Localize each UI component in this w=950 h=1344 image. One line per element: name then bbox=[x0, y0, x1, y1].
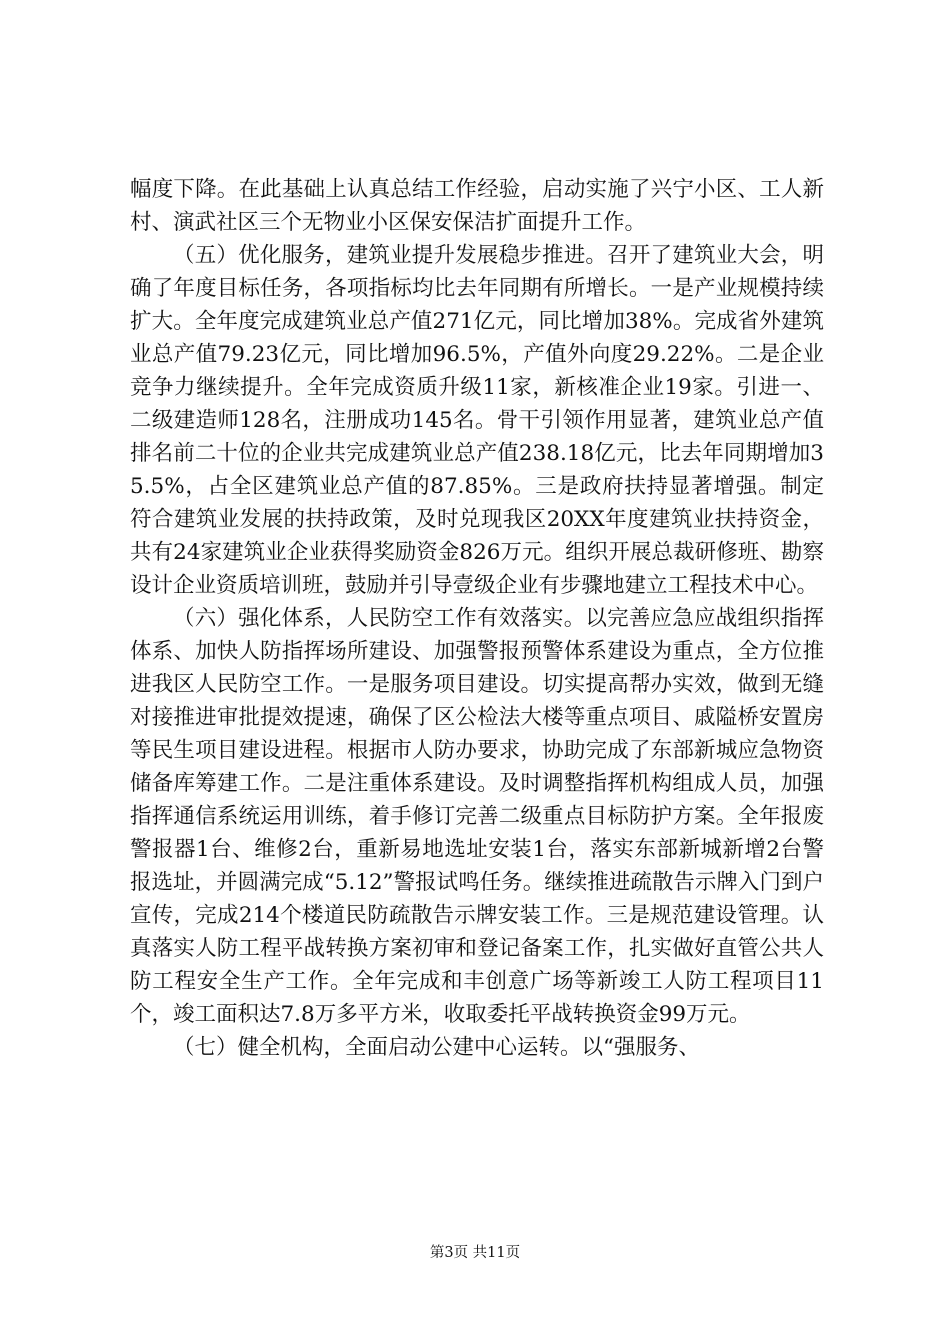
paragraph-section-5: （五）优化服务，建筑业提升发展稳步推进。召开了建筑业大会，明确了年度目标任务，各项指标均比去年同期有所增长。一是产业规模持续扩大。全年度完成建筑业总产值271亿元，同比增加38%。完成省外建筑业总产值79.23亿元，同比增加96.5%，产值外向度29.22%。二是企业竞争力继续提升。全年完成资质升级11家，新核准企业19家。引进一、二级建造师128名，注册成功145名。骨干引领作用显著，建筑业总产值排名前二十位的企业共完成建筑业总产值238.18亿元，比去年同期增加35.5%，占全区建筑业总产值的87.85%。三是政府扶持显著增强。制定符合建筑业发展的扶持政策，及时兑现我区20XX年度建筑业扶持资金，共有24家建筑业企业获得奖励资金826万元。组织开展总裁研修班、勘察设计企业资质培训班，鼓励并引导壹级企业有步骤地建立工程技术中心。 bbox=[130, 243, 824, 598]
paragraph-section-7: （七）健全机构，全面启动公建中心运转。以“强服务、 bbox=[173, 1035, 700, 1060]
paragraph-continuation: 幅度下降。在此基础上认真总结工作经验，启动实施了兴宁小区、工人新村、演武社区三个无物业小区保安保洁扩面提升工作。 bbox=[130, 177, 824, 235]
paragraph-section-6: （六）强化体系，人民防空工作有效落实。以完善应急应战组织指挥体系、加快人防指挥场所建设、加强警报预警体系建设为重点，全方位推进我区人民防空工作。一是服务项目建设。切实提高帮办实效，做到无缝对接推进审批提效提速，确保了区公检法大楼等重点项目、戚隘桥安置房等民生项目建设进程。根据市人防办要求，协助完成了东部新城应急物资储备库筹建工作。二是注重体系建设。及时调整指挥机构组成人员，加强指挥通信系统运用训练，着手修订完善二级重点目标防护方案。全年报废警报器1台、维修2台，重新易地选址安装1台，落实东部新城新增2台警报选址，并圆满完成“5.12”警报试鸣任务。继续推进疏散告示牌入门到户宣传，完成214个楼道民防疏散告示牌安装工作。三是规范建设管理。认真落实人防工程平战转换方案初审和登记备案工作，扎实做好直管公共人防工程安全生产工作。全年完成和丰创意广场等新竣工人防工程项目11个，竣工面积达7.8万多平方米，收取委托平战转换资金99万元。 bbox=[130, 606, 824, 1027]
document-body bbox=[130, 173, 824, 1064]
page-footer: 第3页 共11页 bbox=[429, 1245, 521, 1261]
